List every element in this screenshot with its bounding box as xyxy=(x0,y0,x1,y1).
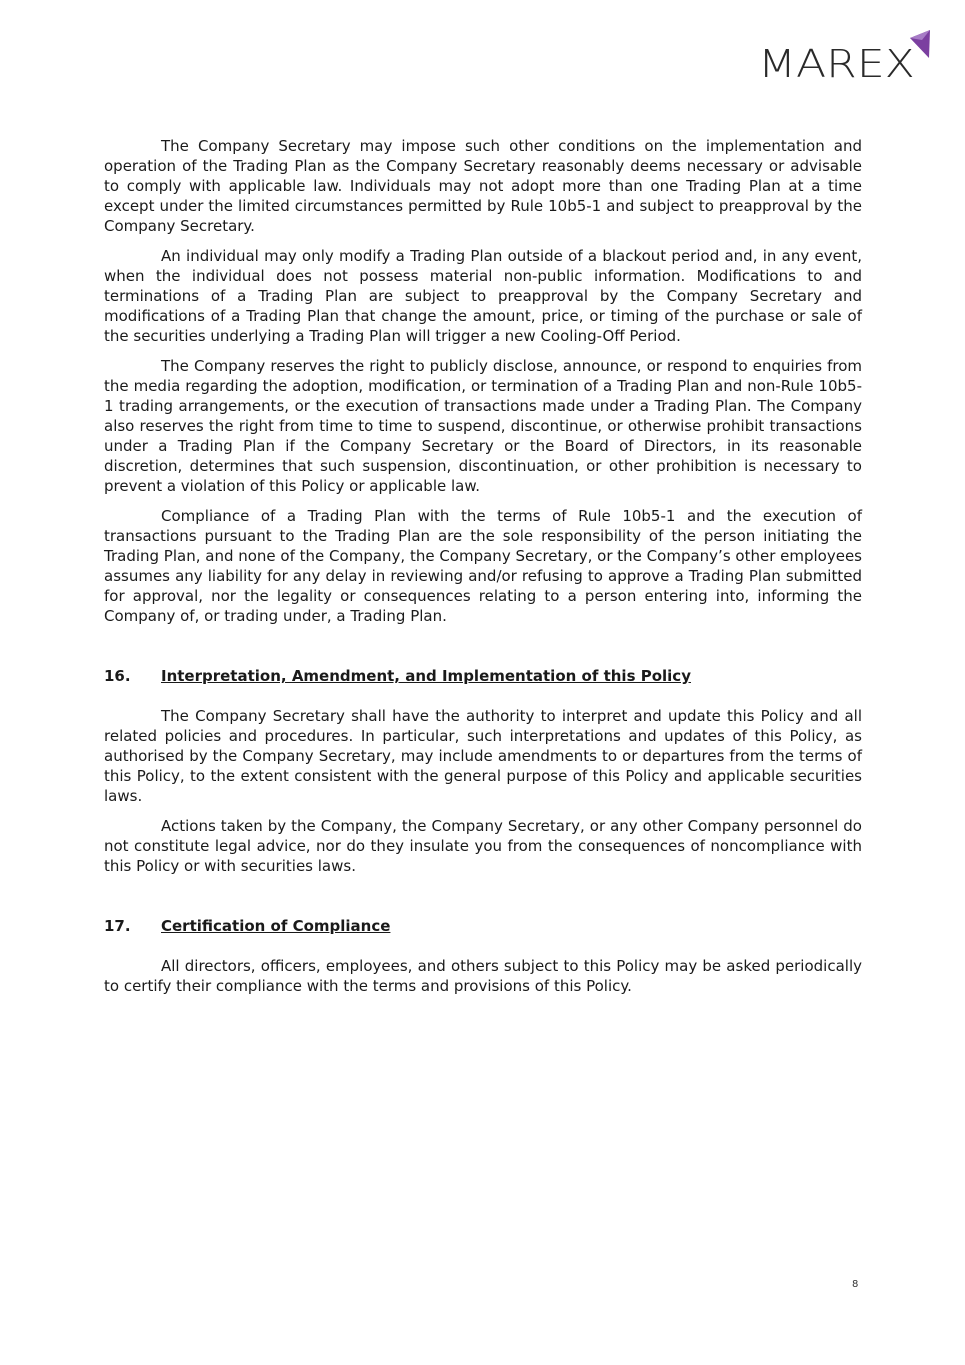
section-17-heading xyxy=(104,916,862,936)
section-title: Interpretation, Amendment, and Implementation of this Policy xyxy=(161,667,691,685)
section-number: 16. xyxy=(104,667,131,685)
paragraph-interpretation: The Company Secretary shall have the authority to interpret and update this Policy and all related policies and procedures. In particular, such interpretations and updates of this Policy, as authorised by the Company Secretary, may include amendments to or departures from the terms of this Policy, to the extent consistent with the general purpose of this Policy and applicable securities laws. xyxy=(104,707,862,805)
section-title: Certification of Compliance xyxy=(161,917,391,935)
document-body xyxy=(104,136,862,996)
page-number: 8 xyxy=(852,1279,859,1290)
paragraph-legal-advice: Actions taken by the Company, the Company Secretary, or any other Company personnel do not constitute legal advice, nor do they insulate you from the consequences of noncompliance with this Policy or with securities laws. xyxy=(104,817,862,875)
marex-logo xyxy=(756,30,932,86)
paragraph-modification: An individual may only modify a Trading Plan outside of a blackout period and, in any event, when the individual does not possess material non-public information. Modifications to and terminations of a Trading Plan are subject to preapproval by the Company Secretary and modifications of a Trading Plan that change the amount, price, or timing of the purchase or sale of the securities underlying a Trading Plan will trigger a new Cooling-Off Period. xyxy=(104,247,862,345)
paragraph-certification: All directors, officers, employees, and others subject to this Policy may be asked periodically to certify their compliance with the terms and provisions of this Policy. xyxy=(104,957,862,995)
paragraph-disclosure: The Company reserves the right to publicly disclose, announce, or respond to enquiries from the media regarding the adoption, modification, or termination of a Trading Plan and non-Rule 10b5-1 trading arrangements, or the execution of transactions made under a Trading Plan. The Company also reserves the right from time to time to suspend, discontinue, or otherwise prohibit transactions under a Trading Plan if the Company Secretary or the Board of Directors, in its reasonable discretion, determines that such suspension, discontinuation, or other prohibition is necessary to prevent a violation of this Policy or applicable law. xyxy=(104,357,862,495)
section-number: 17. xyxy=(104,917,131,935)
section-16-heading xyxy=(104,666,862,686)
marex-triangle-icon xyxy=(904,30,932,60)
paragraph-compliance: Compliance of a Trading Plan with the terms of Rule 10b5-1 and the execution of transactions pursuant to the Trading Plan are the sole responsibility of the person initiating the Trading Plan, and none of the Company, the Company Secretary, or the Company’s other employees assumes any liability for any delay in reviewing and/or refusing to approve a Trading Plan submitted for approval, nor the legality or consequences relating to a person entering into, informing the Company of, or trading under, a Trading Plan. xyxy=(104,507,862,625)
logo-wordmark: MAREX xyxy=(758,42,915,86)
paragraph-conditions: The Company Secretary may impose such other conditions on the implementation and operation of the Trading Plan as the Company Secretary reasonably deems necessary or advisable to comply with applicable law. Individuals may not adopt more than one Trading Plan at a time except under the limited circumstances permitted by Rule 10b5-1 and subject to preapproval by the Company Secretary. xyxy=(104,137,862,235)
